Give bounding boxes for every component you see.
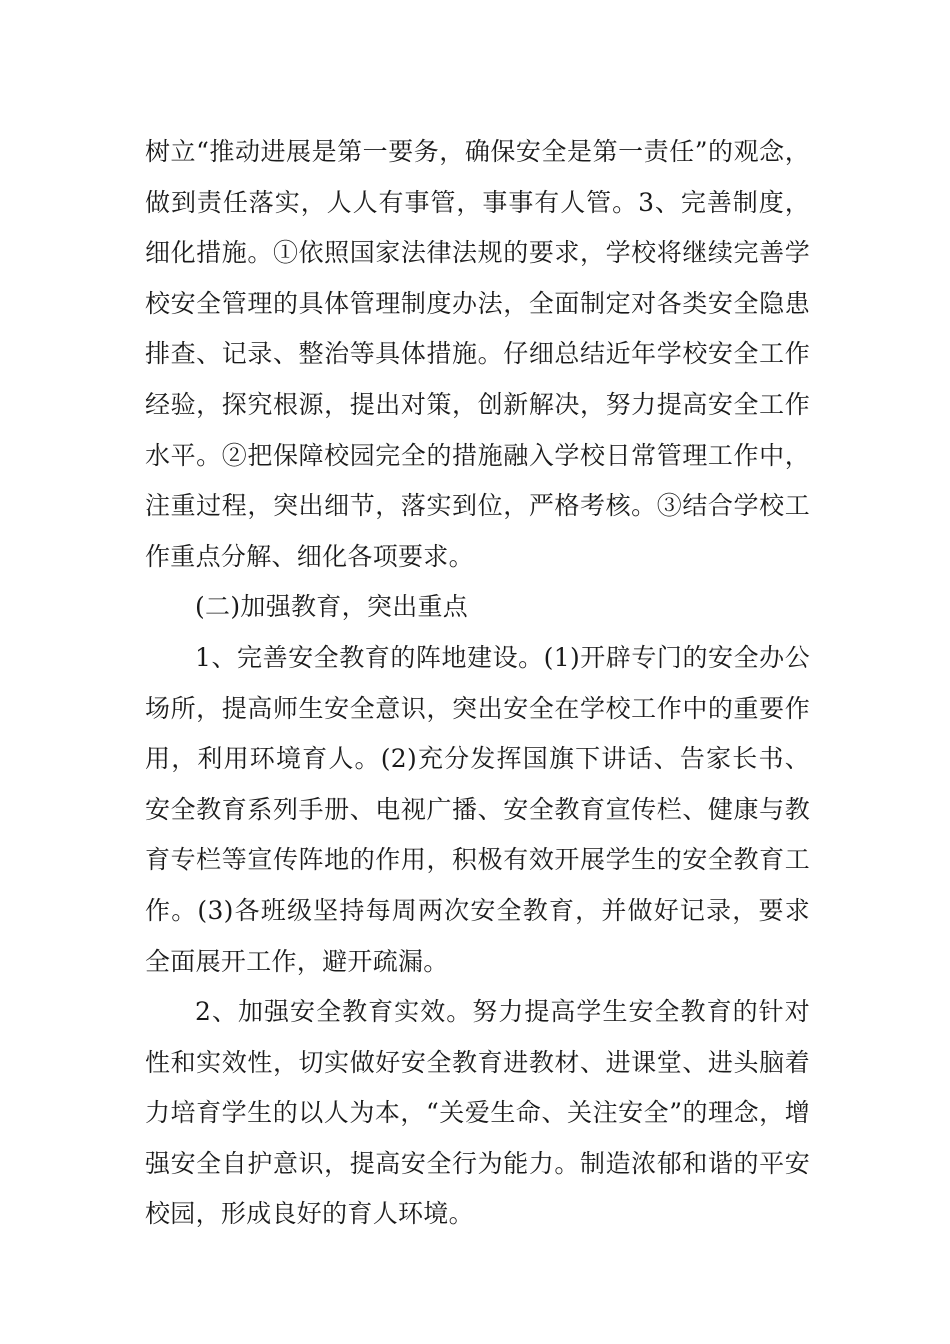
document-body (145, 127, 810, 1240)
paragraph-item-2: 2、加强安全教育实效。努力提高学生安全教育的针对性和实效性，切实做好安全教育进教材、进课堂、进头脑着力培育学生的以人为本，“关爱生命、关注安全”的理念，增强安全自护意识，提高安全行为能力。制造浓郁和谐的平安校园，形成良好的育人环境。 (145, 997, 810, 1229)
paragraph-continuation: 树立“推动进展是第一要务，确保安全是第一责任”的观念，做到责任落实，人人有事管，事事有人管。3、完善制度，细化措施。①依照国家法律法规的要求，学校将继续完善学校安全管理的具体管理制度办法，全面制定对各类安全隐患排查、记录、整治等具体措施。仔细总结近年学校安全工作经验，探究根源，提出对策，创新解决，努力提高安全工作水平。②把保障校园完全的措施融入学校日常管理工作中，注重过程，突出细节，落实到位，严格考核。③结合学校工作重点分解、细化各项要求。 (145, 137, 810, 571)
section-heading: (二)加强教育，突出重点 (195, 592, 469, 622)
paragraph-item-1: 1、完善安全教育的阵地建设。(1)开辟专门的安全办公场所，提高师生安全意识，突出安全在学校工作中的重要作用，利用环境育人。(2)充分发挥国旗下讲话、告家长书、安全教育系列手册、电视广播、安全教育宣传栏、健康与教育专栏等宣传阵地的作用，积极有效开展学生的安全教育工作。(3)各班级坚持每周两次安全教育，并做好记录，要求全面展开工作，避开疏漏。 (145, 642, 810, 976)
